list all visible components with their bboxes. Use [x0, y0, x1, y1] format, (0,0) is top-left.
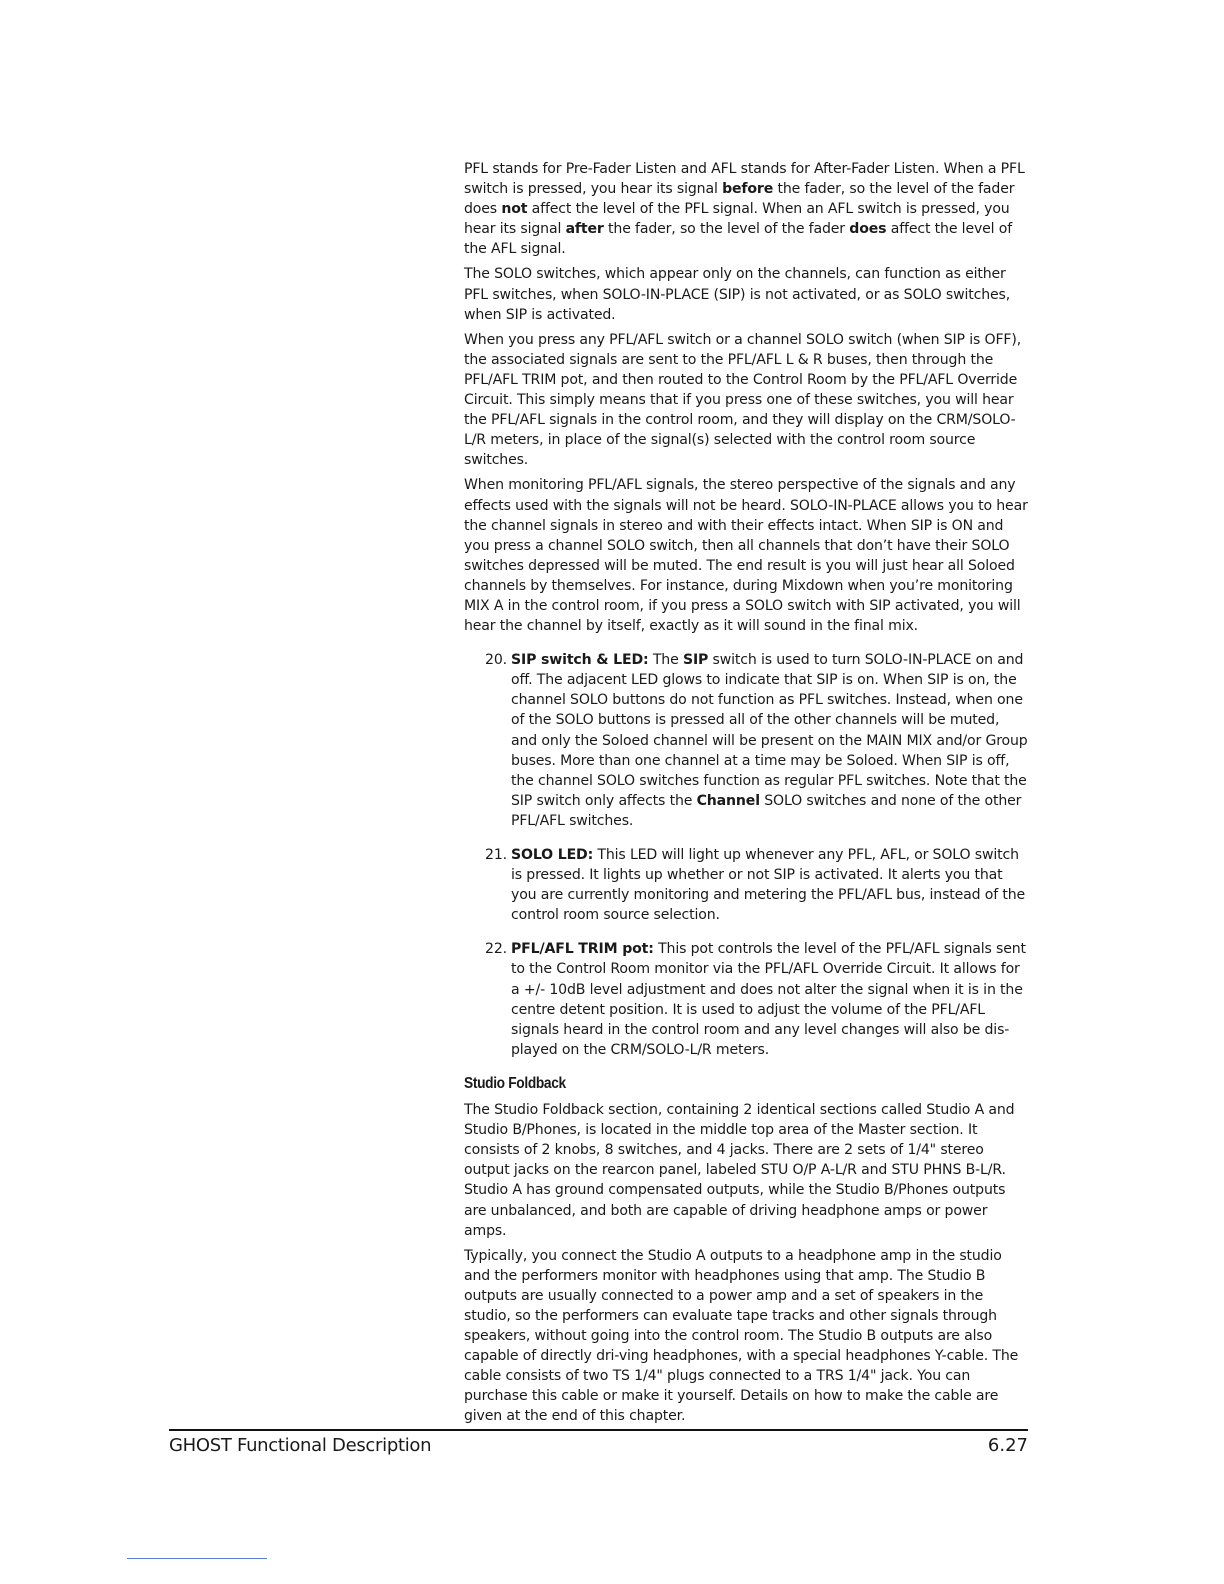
footer-title: GHOST Functional Description: [169, 1435, 432, 1456]
list-item-number: 20.: [485, 652, 507, 669]
list-item-term: PFL/AFL TRIM pot:: [511, 941, 654, 958]
list-item-term: SIP switch & LED:: [511, 652, 649, 669]
intro-section: [464, 159, 1028, 636]
list-item: 21. SOLO LED: This LED will light up whenever any PFL, AFL, or SOLO switch is pressed. It lights up whether or not SIP is activated. It alerts you that you are currently monitoring and metering the PFL/AFL bus, instead of the control room source selection.: [485, 847, 1026, 924]
paragraph: The SOLO switches, which appear only on the channels, can function as either PFL switches, when SOLO-IN-PLACE (SIP) is not activated, or as SOLO switches, when SIP is activated.: [464, 266, 1011, 323]
bold-text: before: [722, 181, 774, 198]
bold-text: does: [849, 221, 887, 238]
list-item-number: 22.: [485, 941, 507, 958]
footnote-link-rule: [127, 1558, 267, 1559]
bold-text: not: [501, 201, 528, 218]
list-item-term: SOLO LED:: [511, 847, 594, 863]
numbered-list: [464, 650, 1028, 1060]
paragraph: PFL stands for Pre-Fader Listen and AFL stands for After-Fader Listen. When a PFL switch is pressed, you hear its signal before the fader, so the level of the fader does not affect the level of the PFL signal. When an AFL switch is pressed, you hear its signal after the fader, so the level of the fader does affect the level of the AFL signal.: [464, 161, 1025, 258]
list-item: 22. PFL/AFL TRIM pot: This pot controls the level of the PFL/AFL signals sent to the Control Room monitor via the PFL/AFL Override Circuit. It allows for a +/- 10dB level adjustment and does not alter the signal when it is in the centre detent position. It is used to adjust the volume of the PFL/AFL signals heard in the control room and any level changes will also be dis-played on the CRM/SOLO-L/R meters.: [485, 941, 1026, 1058]
list-item-number: 21.: [485, 847, 507, 863]
paragraph: When monitoring PFL/AFL signals, the stereo perspective of the signals and any effects used with the signals will not be heard. SOLO-IN-PLACE allows you to hear the channel signals in stereo and with their effects intact. When SIP is ON and you press a channel SOLO switch, then all channels that don’t have their SOLO switches depressed will be muted. The end result is you will just hear all Soloed channels by themselves. For instance, during Mixdown when you’re monitoring MIX A in the control room, if you press a SOLO switch with SIP activated, you will hear the channel by itself, exactly as it will sound in the final mix.: [464, 477, 1028, 635]
list-item: 20. SIP switch & LED: The SIP switch is used to turn SOLO-IN-PLACE on and off. The adjacent LED glows to indicate that SIP is on. When SIP is on, the channel SOLO buttons do not function as PFL switches. Instead, when one of the SOLO buttons is pressed all of the other channels will be muted, and only the Soloed channel will be present on the MAIN MIX and/or Group buses. More than one channel at a time may be Soloed. When SIP is off, the channel SOLO switches function as regular PFL switches. Note that the SIP switch only affects the Channel SOLO switches and none of the other PFL/AFL switches.: [485, 652, 1028, 829]
page-number: 6.27: [987, 1435, 1028, 1456]
bold-text: SIP: [682, 652, 709, 669]
page-body: [464, 159, 1028, 1432]
paragraph: The Studio Foldback section, containing 2 identical sections called Studio A and Studio B/Phones, is located in the middle top area of the Master section. It consists of 2 knobs, 8 switches, and 4 jacks. There are 2 sets of 1/4" stereo output jacks on the rearcon panel, labeled STU O/P A-L/R and STU PHNS B-L/R. Studio A has ground compensated outputs, while the Studio B/Phones outputs are unbalanced, and both are capable of driving headphone amps or power amps.: [464, 1102, 1015, 1239]
studio-foldback-body: [464, 1100, 1028, 1427]
footer-rule: [169, 1429, 1028, 1431]
section-heading: Studio Foldback: [464, 1074, 566, 1092]
bold-text: Channel: [696, 792, 760, 809]
paragraph: When you press any PFL/AFL switch or a channel SOLO switch (when SIP is OFF), the associated signals are sent to the PFL/AFL L & R buses, then through the PFL/AFL TRIM pot, and then routed to the Control Room by the PFL/AFL Override Circuit. This simply means that if you press one of these switches, you will hear the PFL/AFL signals in the control room, and they will display on the CRM/SOLO-L/R meters, in place of the signal(s) selected with the control room source switches.: [464, 331, 1022, 469]
paragraph: Typically, you connect the Studio A outputs to a headphone amp in the studio and the performers monitor with headphones using that amp. The Studio B outputs are usually connected to a power amp and a set of speakers in the studio, so the performers can evaluate tape tracks and other signals through speakers, without going into the control room. The Studio B outputs are also capable of directly dri-ving headphones, with a special headphones Y-cable. The cable consists of two TS 1/4" plugs connected to a TRS 1/4" jack. You can purchase this cable or make it yourself. Details on how to make the cable are given at the end of this chapter.: [464, 1247, 1019, 1425]
bold-text: after: [565, 221, 604, 238]
